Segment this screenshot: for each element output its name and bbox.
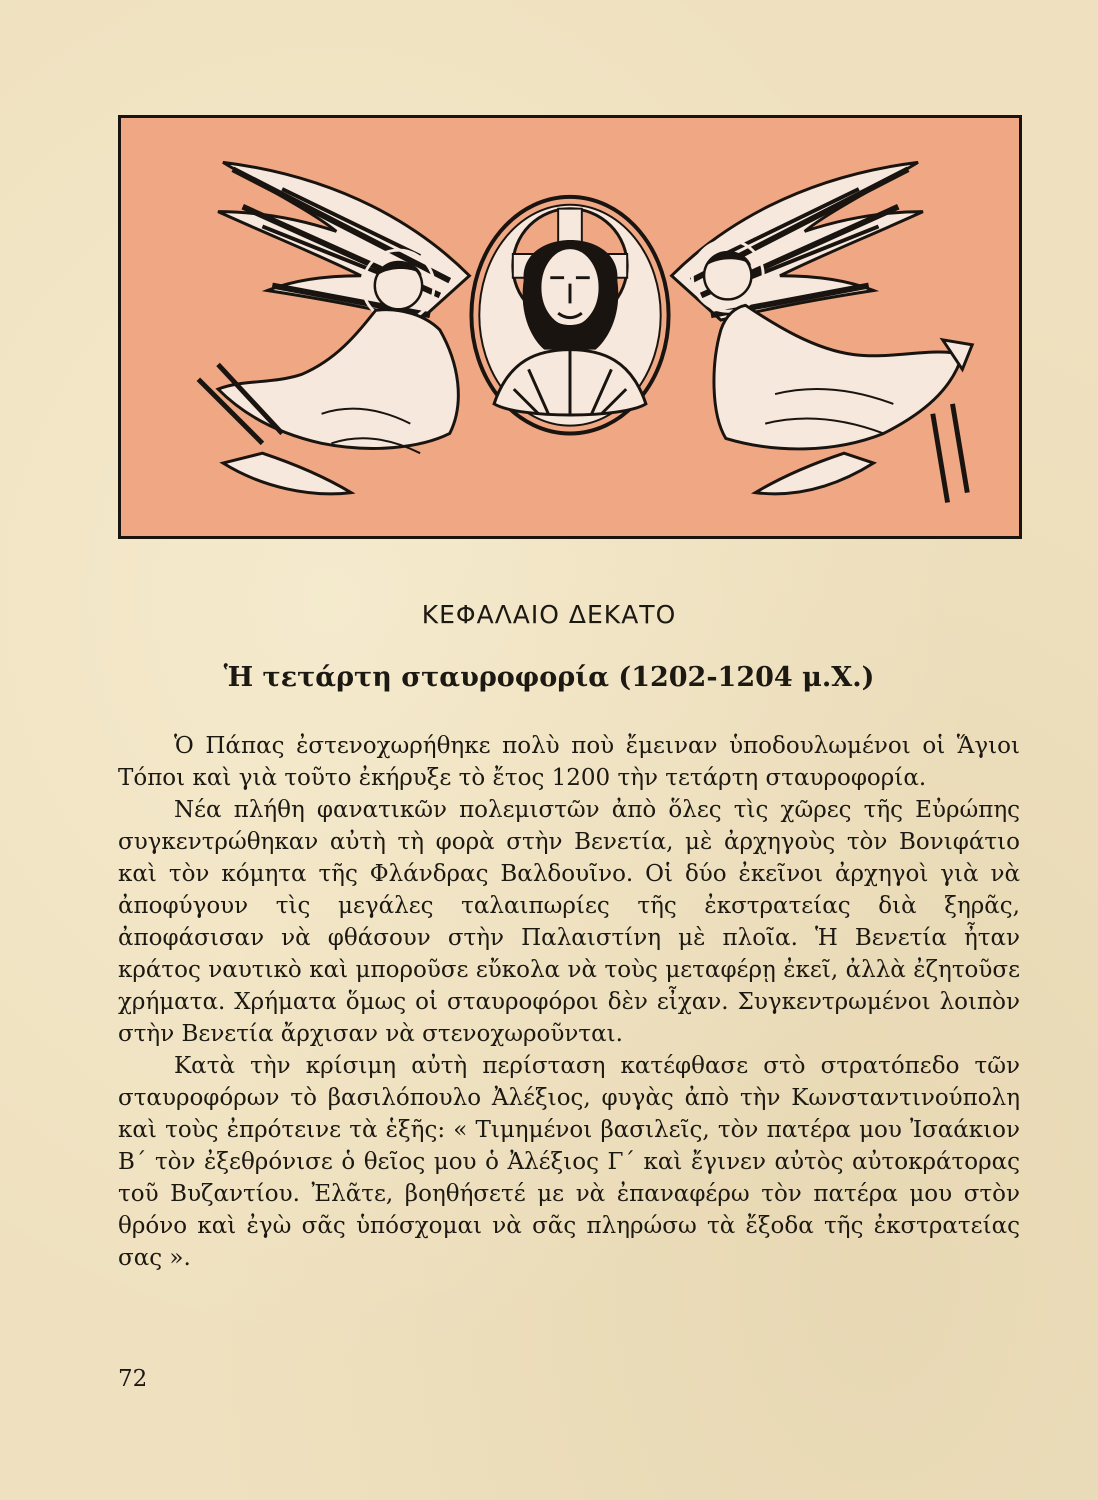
christ-medallion-icon [471,197,668,434]
body-text [118,730,1020,1274]
chapter-illustration [118,115,1022,539]
right-angel-icon [672,162,973,502]
chapter-label: ΚΕΦΑΛΑΙΟ ΔΕΚΑΤΟ [421,600,677,629]
left-angel-icon [198,162,469,493]
paragraph: Κατὰ τὴν κρίσιμη αὐτὴ περίσταση κατέφθασε στὸ στρατόπεδο τῶν σταυροφόρων τὸ βασιλόπουλο Ἀλέξιος, φυγὰς ἀπὸ τὴν Κωνσταντινούπολη καὶ τοὺς ἐπρότεινε τὰ ἑξῆς: « Τιμημένοι βασιλεῖς, τὸν πατέρα μου Ἰσαάκιον Β΄ τὸν ἐξεθρόνισε ὁ θεῖος μου ὁ Ἀλέξιος Γ΄ καὶ ἔγινεν αὐτὸς αὐτοκράτορας τοῦ Βυζαντίου. Ἐλᾶτε, βοηθήσετέ με νὰ ἐπαναφέρω τὸν πατέρα μου στὸν θρόνο καὶ ἐγὼ σᾶς ὑπόσχομαι νὰ σᾶς πληρώσω τὰ ἔξοδα τῆς ἐκστρατείας σας ». [118,1053,1020,1271]
paragraph: Νέα πλήθη φανατικῶν πολεμιστῶν ἀπὸ ὅλες τὶς χῶρες τῆς Εὐρώπης συγκεντρώθηκαν αὐτὴ τὴ φορὰ στὴν Βενετία, μὲ ἀρχηγοὺς τὸν Βονιφάτιο καὶ τὸν κόμητα τῆς Φλάνδρας Βαλδουῖνο. Οἱ δύο ἐκεῖνοι ἀρχηγοὶ γιὰ νὰ ἀποφύγουν τὶς μεγάλες ταλαιπωρίες τῆς ἐκστρατείας διὰ ξηρᾶς, ἀποφάσισαν νὰ φθάσουν στὴν Παλαιστίνη μὲ πλοῖα. Ἡ Βενετία ἦταν κράτος ναυτικὸ καὶ μποροῦσε εὔκολα νὰ τοὺς μεταφέρῃ ἐκεῖ, ἀλλὰ ἐζητοῦσε χρήματα. Χρήματα ὅμως οἱ σταυροφόροι δὲν εἶχαν. Συγκεντρωμένοι λοιπὸν στὴν Βενετία ἄρχισαν νὰ στενοχωροῦνται. [118,797,1020,1047]
page-number: 72 [118,1366,148,1392]
paragraph: Ὁ Πάπας ἐστενοχωρήθηκε πολὺ ποὺ ἔμειναν ὑποδουλωμένοι οἱ Ἅγιοι Τόποι καὶ γιὰ τοῦτο ἐκήρυξε τὸ ἔτος 1200 τὴν τετάρτη σταυροφορία. [118,733,1020,791]
chapter-title: Ἡ τετάρτη σταυροφορία (1202-1204 μ.Χ.) [223,662,875,693]
